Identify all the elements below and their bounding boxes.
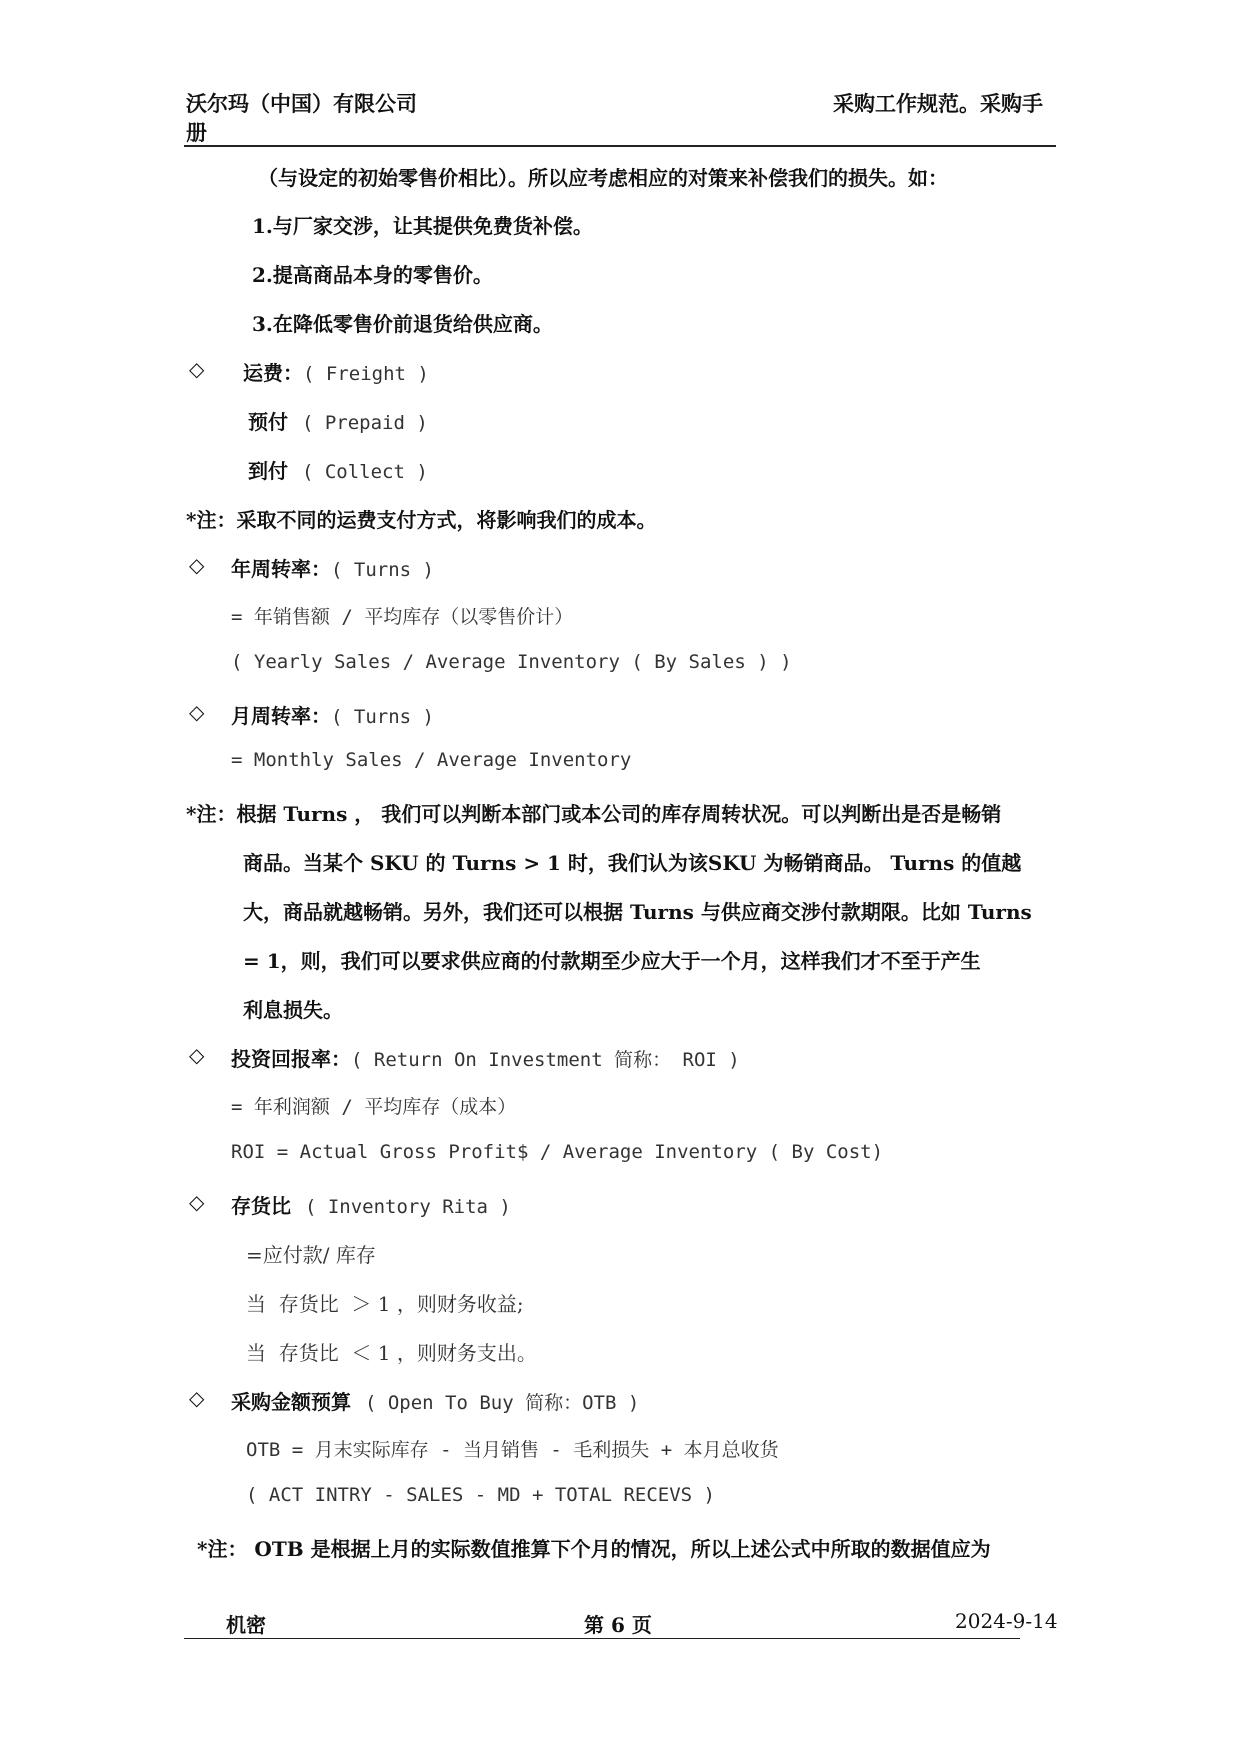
annual-formula-cn: = 年销售额 / 平均库存（以零售价计） (231, 606, 574, 628)
note-turns-line-3: 大，商品就越畅销。另外，我们还可以根据 Turns 与供应商交涉付款期限。比如 Turns (243, 900, 1032, 924)
company-name: 沃尔玛（中国）有限公司 (186, 91, 417, 116)
intro-line: （与设定的初始零售价相比）。所以应考虑相应的对策来补偿我们的损失。如： (258, 166, 948, 190)
footer-confidential: 机密 (226, 1613, 266, 1637)
note-otb: *注： OTB 是根据上月的实际数值推算下个月的情况，所以上述公式中所取的数据值应为 (197, 1537, 991, 1561)
roi-label: 投资回报率：( Return On Investment 简称： ROI ) (231, 1047, 740, 1071)
inventory-ratio-label: 存货比 ( Inventory Rita ) (231, 1194, 511, 1218)
prepaid-line: 预付 ( Prepaid ) (248, 410, 428, 434)
note-turns-line-2: 商品。当某个 SKU 的 Turns > 1 时，我们认为该SKU 为畅销商品。 Turns 的值越 (243, 851, 1022, 875)
diamond-bullet-icon: ◇ (189, 700, 205, 724)
manual-title: 采购工作规范。采购手 (833, 91, 1043, 116)
footer-date: 2024-9-14 (955, 1609, 1058, 1633)
note-freight: *注：采取不同的运费支付方式，将影响我们的成本。 (186, 508, 657, 532)
header-rule (184, 145, 1056, 147)
annual-turns-label: 年周转率：( Turns ) (231, 557, 434, 581)
diamond-bullet-icon: ◇ (189, 357, 205, 381)
note-turns-line-1: *注：根据 Turns ， 我们可以判断本部门或本公司的库存周转状况。可以判断出是否是畅销 (186, 802, 1002, 826)
otb-formula-en: ( ACT INTRY - SALES - MD + TOTAL RECEVS ) (246, 1484, 715, 1506)
diamond-bullet-icon: ◇ (189, 1043, 205, 1067)
monthly-formula: = Monthly Sales / Average Inventory (231, 749, 632, 771)
roi-formula-cn: = 年利润额 / 平均库存（成本） (231, 1096, 517, 1118)
company-name-continued: 册 (186, 120, 207, 145)
footer-page-number: 第 6 页 (584, 1613, 652, 1637)
diamond-bullet-icon: ◇ (189, 1190, 205, 1214)
inventory-ratio-gt: 当 存货比 ＞ 1 ，则财务收益; (246, 1292, 524, 1316)
inventory-ratio-lt: 当 存货比 ＜ 1 ，则财务支出。 (246, 1341, 537, 1365)
diamond-bullet-icon: ◇ (189, 1386, 205, 1410)
note-turns-line-5: 利息损失。 (243, 998, 343, 1022)
roi-formula-en: ROI = Actual Gross Profit$ / Average Inventory ( By Cost) (231, 1141, 884, 1163)
freight-label: 运费：( Freight ) (243, 361, 429, 385)
measure-1: 1.与厂家交涉，让其提供免费货补偿。 (252, 214, 593, 238)
footer-rule (184, 1638, 1020, 1639)
monthly-turns-label: 月周转率：( Turns ) (231, 704, 434, 728)
diamond-bullet-icon: ◇ (189, 553, 205, 577)
annual-formula-en: ( Yearly Sales / Average Inventory ( By Sales ) ) (231, 651, 792, 673)
inventory-ratio-formula: =应付款/ 库存 (246, 1243, 376, 1267)
otb-label: 采购金额预算 ( Open To Buy 简称：OTB ) (231, 1390, 640, 1414)
measure-2: 2.提高商品本身的零售价。 (252, 263, 493, 287)
collect-line: 到付 ( Collect ) (248, 459, 428, 483)
measure-3: 3.在降低零售价前退货给供应商。 (252, 312, 553, 336)
otb-formula-cn: OTB = 月末实际库存 - 当月销售 - 毛利损失 + 本月总收货 (246, 1439, 779, 1461)
note-turns-line-4: = 1，则，我们可以要求供应商的付款期至少应大于一个月，这样我们才不至于产生 (243, 949, 981, 973)
